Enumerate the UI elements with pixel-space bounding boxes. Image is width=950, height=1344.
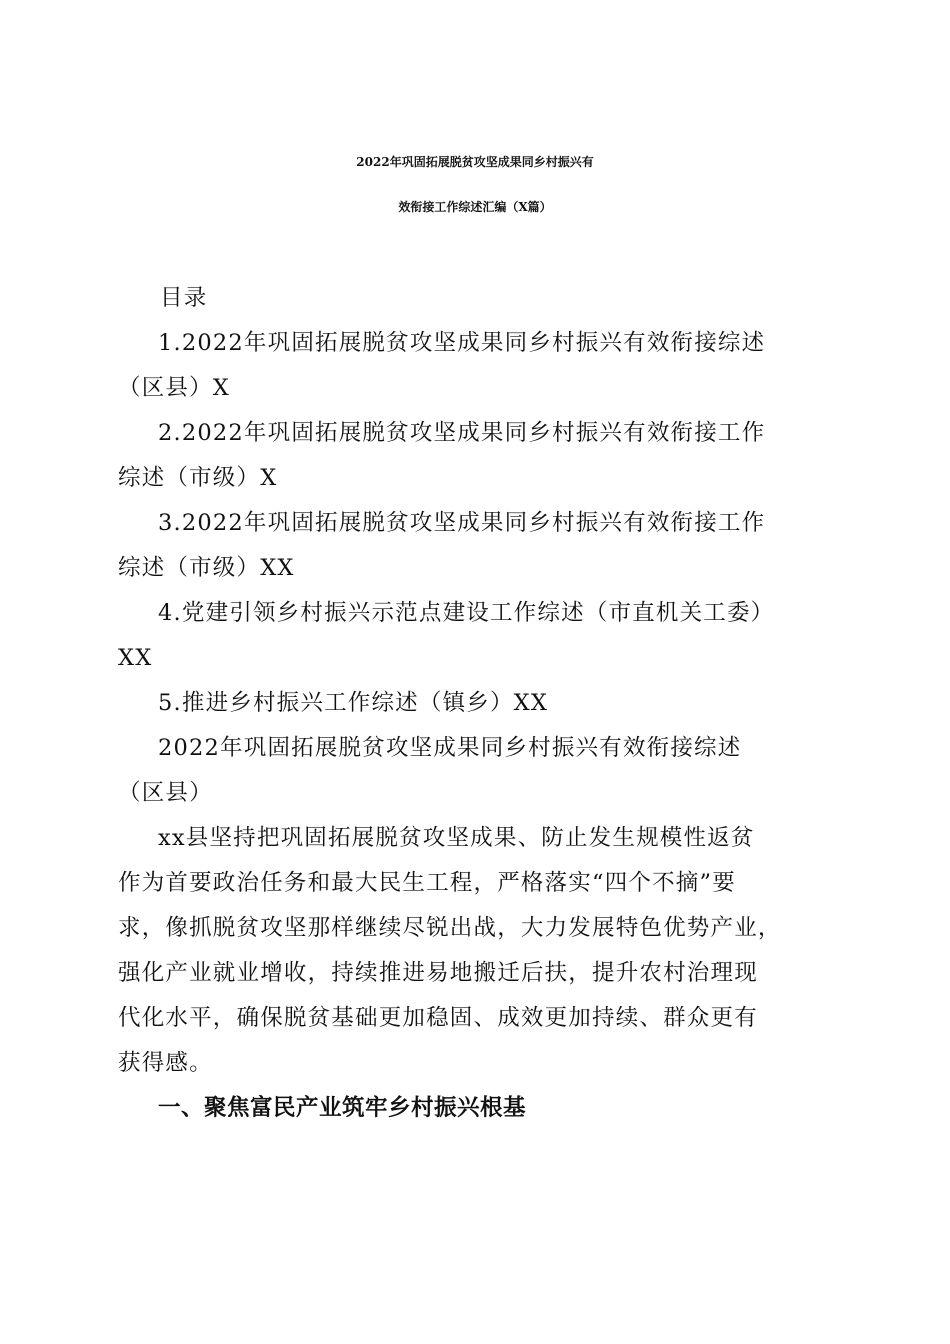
toc-heading: 目录 (160, 285, 208, 311)
paragraph-line-4: 强化产业就业增收，持续推进易地搬迁后扶，提升农村治理现 (118, 960, 758, 986)
paragraph-line-5: 代化水平，确保脱贫基础更加稳固、成效更加持续、群众更有 (118, 1005, 758, 1031)
toc-item-2-line-2: 综述（市级）X (118, 465, 278, 491)
paragraph-line-1: xx县坚持把巩固拓展脱贫攻坚成果、防止发生规模性返贫 (158, 825, 755, 851)
section-heading: 一、聚焦富民产业筑牢乡村振兴根基 (158, 1095, 527, 1121)
toc-item-4-line-2: XX (118, 645, 153, 671)
toc-item-2-line-1: 2.2022年巩固拓展脱贫攻坚成果同乡村振兴有效衔接工作 (158, 420, 766, 446)
document-title-line-2: 效衔接工作综述汇编（X篇） (398, 200, 552, 214)
toc-item-3-line-1: 3.2022年巩固拓展脱贫攻坚成果同乡村振兴有效衔接工作 (158, 510, 766, 536)
paragraph-line-2: 作为首要政治任务和最大民生工程，严格落实“四个不摘”要 (118, 870, 736, 896)
toc-item-5-line-1: 5.推进乡村振兴工作综述（镇乡）XX (158, 690, 549, 716)
toc-item-4-line-1: 4.党建引领乡村振兴示范点建设工作综述（市直机关工委） (158, 600, 775, 626)
toc-item-1-line-2: （区县）X (118, 375, 231, 401)
paragraph-line-3: 求，像抓脱贫攻坚那样继续尽锐出战，大力发展特色优势产业， (118, 915, 782, 941)
article-title-line-2: （区县） (118, 780, 213, 806)
toc-item-3-line-2: 综述（市级）XX (118, 555, 295, 581)
paragraph-line-6: 获得感。 (118, 1050, 213, 1076)
toc-item-1-line-1: 1.2022年巩固拓展脱贫攻坚成果同乡村振兴有效衔接综述 (158, 330, 766, 356)
article-title-line-1: 2022年巩固拓展脱贫攻坚成果同乡村振兴有效衔接综述 (158, 735, 742, 761)
document-title-line-1: 2022年巩固拓展脱贫攻坚成果同乡村振兴有 (356, 155, 594, 169)
